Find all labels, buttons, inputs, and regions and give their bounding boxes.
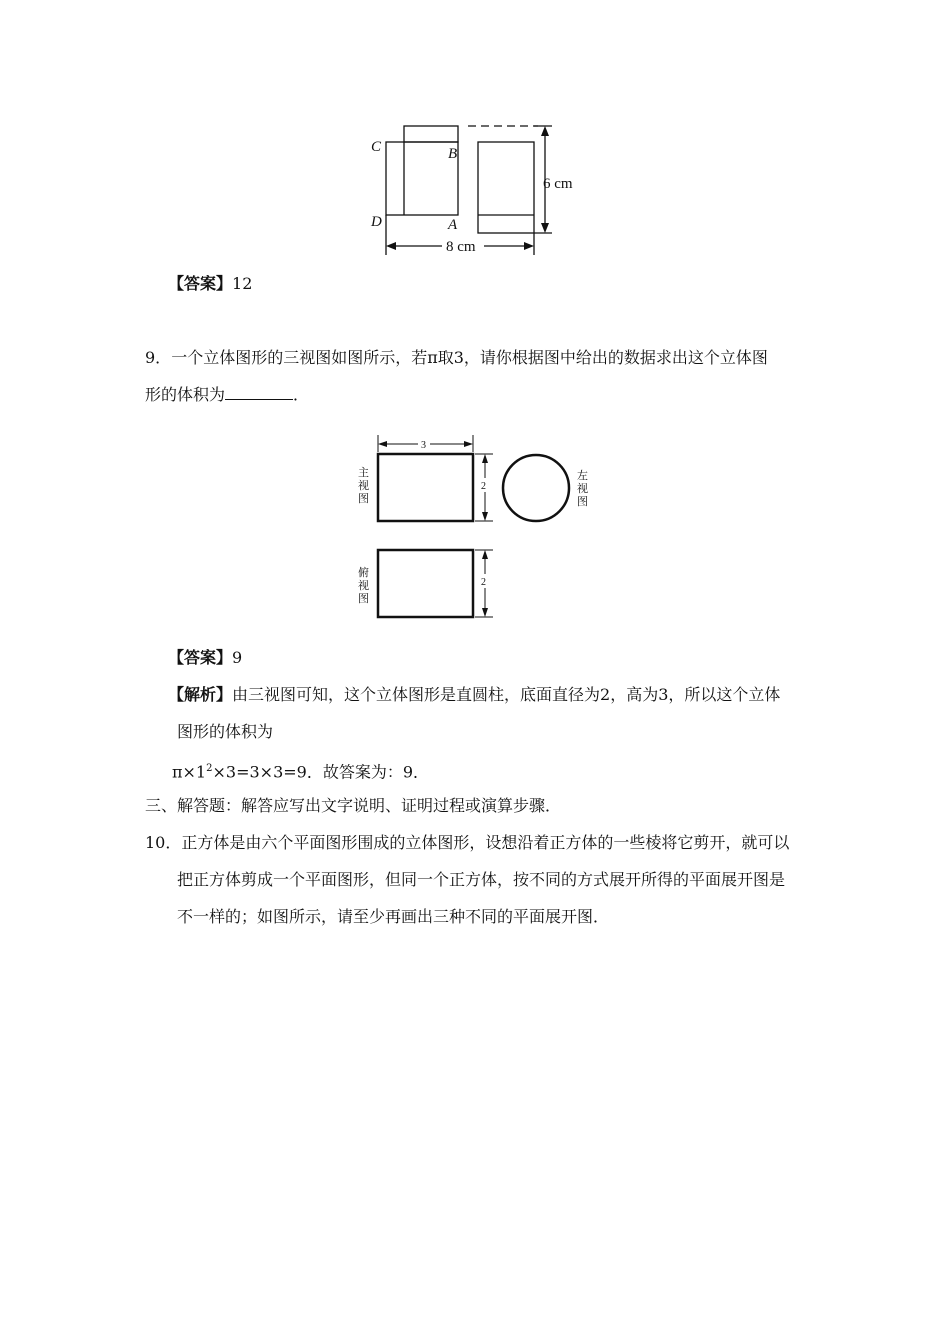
q9-line-2 xyxy=(145,384,309,406)
front-dimension-label: 2 xyxy=(481,481,486,492)
question-text: 把正方体剪成一个平面图形，但同一个正方体，按不同的方式展开所得的平面展开图是 xyxy=(177,870,786,889)
formula-part: ×3=3×3=9．故答案为：9． xyxy=(212,762,430,782)
left-view-label-1: 左 xyxy=(577,470,588,482)
top-dimension-label: 3 xyxy=(421,440,426,451)
label-a: A xyxy=(448,217,458,233)
analysis-text: 图形的体积为 xyxy=(177,722,274,741)
three-views-figure xyxy=(345,430,605,625)
formula-exponent: 2 xyxy=(206,763,213,774)
section-3-heading xyxy=(145,795,561,817)
answer-tag: 【答案】 xyxy=(168,648,233,667)
analysis-text: 由三视图可知，这个立体图形是直圆柱，底面直径为2，高为3，所以这个立体 xyxy=(232,685,781,704)
label-c: C xyxy=(371,139,382,155)
question-text: 正方体是由六个平面图形围成的立体图形，设想沿着正方体的一些棱将它剪开，就可以 xyxy=(181,833,790,852)
question-end: ． xyxy=(293,385,310,404)
left-view-circle xyxy=(503,455,569,521)
arrow-up xyxy=(482,550,488,559)
front-view-label-1: 主 xyxy=(358,467,369,479)
question-text: 不一样的；如图所示，请至少再画出三种不同的平面展开图． xyxy=(177,907,610,926)
q8-answer xyxy=(168,273,252,295)
top-view-label-1: 俯 xyxy=(358,567,369,579)
answer-value: 9 xyxy=(232,648,243,667)
arrow-left xyxy=(386,242,396,250)
width-label: 8 cm xyxy=(446,239,476,255)
arrow-down xyxy=(541,223,549,233)
arrow-down xyxy=(482,608,488,617)
answer-value: 12 xyxy=(232,274,253,293)
label-d: D xyxy=(371,214,382,230)
question-number: 10． xyxy=(145,833,182,852)
arrow-left xyxy=(378,441,387,447)
arrow-right xyxy=(464,441,473,447)
top-view-label-2: 视 xyxy=(358,580,369,592)
left-view-label-2: 视 xyxy=(577,483,588,495)
question-text: 形的体积为 xyxy=(145,385,226,404)
section-text: 三、解答题：解答应写出文字说明、证明过程或演算步骤． xyxy=(145,796,562,815)
top-view-label-3: 图 xyxy=(358,593,369,605)
q10-line-1 xyxy=(145,832,789,854)
label-b: B xyxy=(448,146,458,162)
top-view-rectangle xyxy=(378,550,473,617)
q9-analysis-line-2 xyxy=(177,721,273,743)
front-view-label-2: 视 xyxy=(358,480,369,492)
front-view-rectangle xyxy=(378,454,473,521)
formula-part: π×1 xyxy=(172,762,207,782)
arrow-up xyxy=(482,454,488,463)
bottom-dimension-label: 2 xyxy=(481,577,486,588)
net-top-tab xyxy=(404,126,458,142)
net-right-rectangle xyxy=(478,142,534,233)
front-view-label-3: 图 xyxy=(358,493,369,505)
question-text: 一个立体图形的三视图如图所示，若π取3，请你根据图中给出的数据求出这个立体图 xyxy=(171,348,768,367)
height-label: 6 cm xyxy=(543,176,573,192)
arrow-up xyxy=(541,126,549,136)
left-view-label-3: 图 xyxy=(577,496,588,508)
question-number: 9． xyxy=(145,348,172,367)
arrow-right xyxy=(524,242,534,250)
answer-blank[interactable] xyxy=(225,385,293,400)
q9-analysis-line-1 xyxy=(168,684,780,706)
q10-line-2 xyxy=(177,869,785,891)
q9-analysis-formula xyxy=(172,758,429,783)
answer-tag: 【答案】 xyxy=(168,274,233,293)
q10-line-3 xyxy=(177,906,609,928)
q9-answer xyxy=(168,647,242,669)
analysis-tag: 【解析】 xyxy=(168,685,233,704)
arrow-down xyxy=(482,512,488,521)
cylinder-net-figure xyxy=(360,112,600,262)
q9-line-1 xyxy=(145,347,768,369)
